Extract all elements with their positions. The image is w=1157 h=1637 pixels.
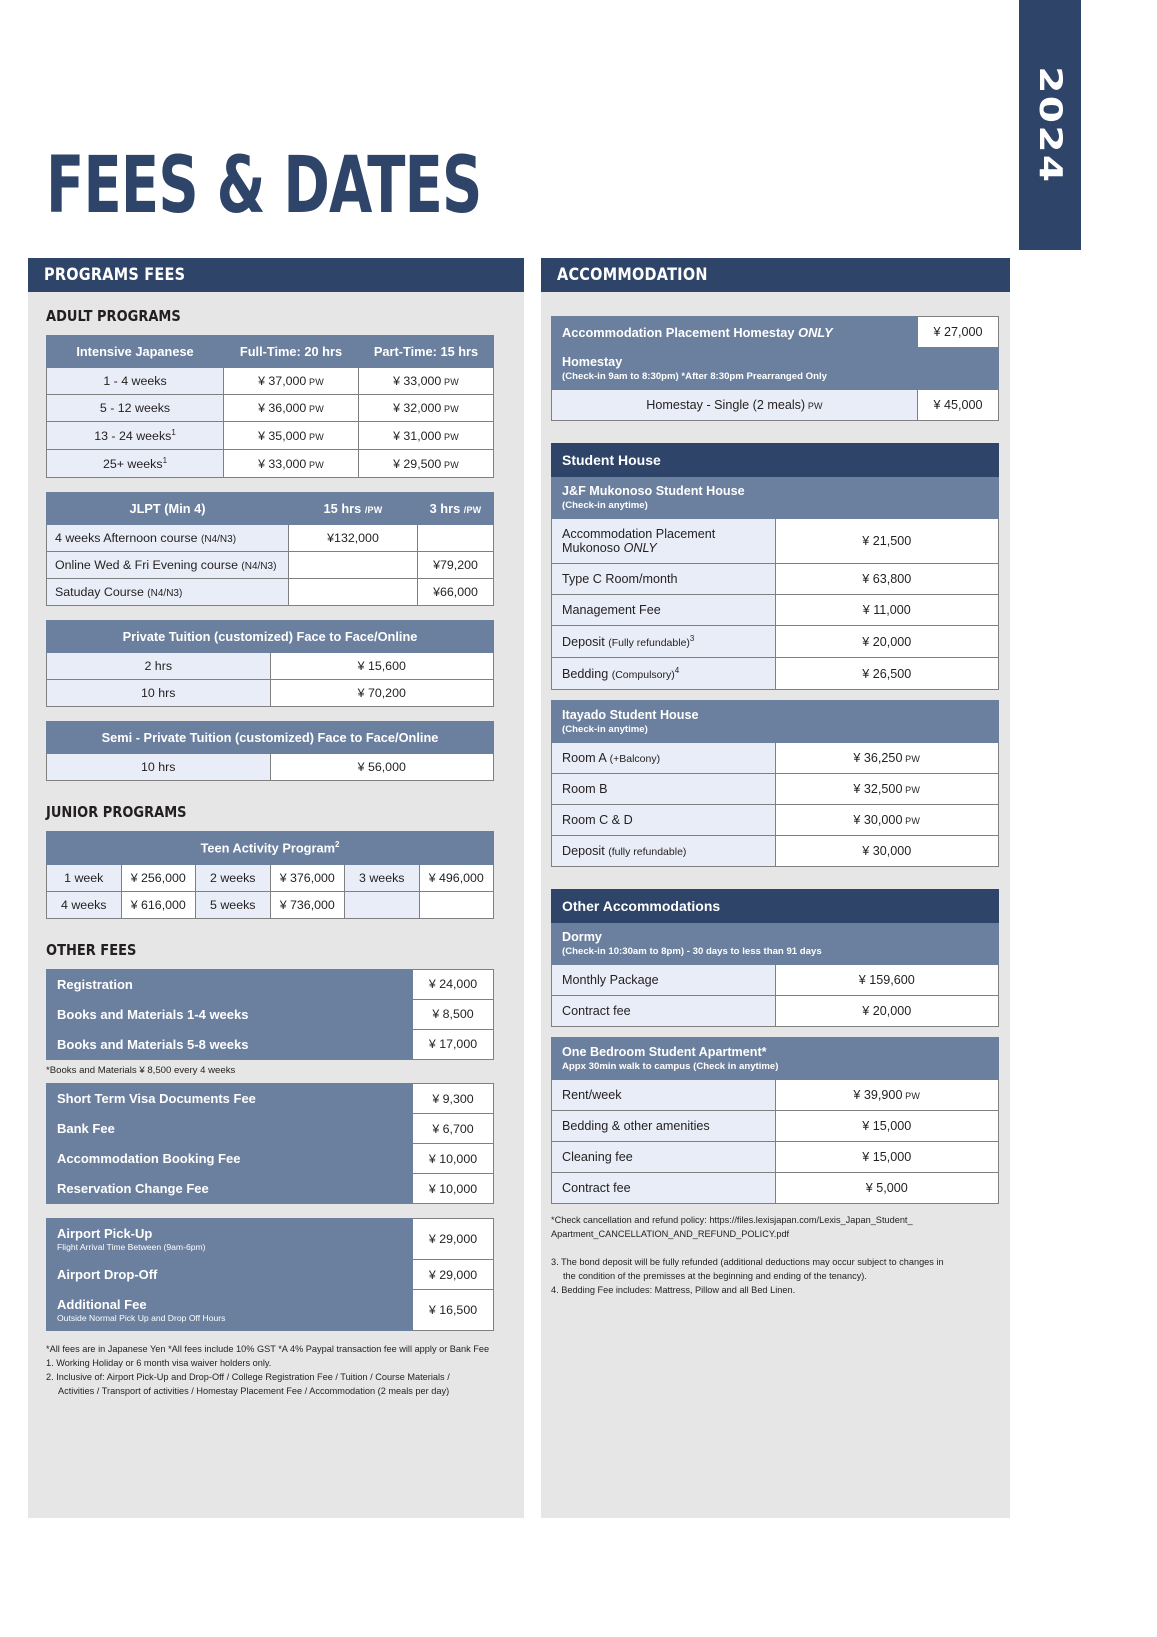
footnote-3-line1: 3. The bond deposit will be fully refunded (additional deductions may occur subject to changes in bbox=[551, 1256, 944, 1267]
airport-fees-table bbox=[46, 1218, 494, 1331]
row-label: Room B bbox=[552, 774, 776, 805]
table-row bbox=[552, 317, 999, 348]
other-fees-table-1 bbox=[46, 969, 494, 1060]
table-header-row bbox=[47, 832, 494, 864]
duration-label: 2 weeks bbox=[196, 864, 271, 891]
table-row bbox=[47, 1029, 494, 1059]
price-value bbox=[419, 891, 494, 918]
table-row bbox=[47, 999, 494, 1029]
fee-name bbox=[47, 969, 413, 999]
programs-fees-title: PROGRAMS FEES bbox=[44, 265, 186, 285]
other-fees-heading: OTHER FEES bbox=[46, 940, 137, 959]
semi-private-tuition-table bbox=[46, 721, 494, 781]
fee-value: ¥ 8,500 bbox=[413, 999, 494, 1029]
row-value bbox=[775, 658, 999, 690]
row-label: Deposit (Fully refundable)$^3$ bbox=[552, 626, 776, 658]
fee-sublabel: Flight Arrival Time Between (9am-6pm) bbox=[57, 1242, 206, 1253]
table-row bbox=[47, 969, 494, 999]
price-value: ¥ 30,000 bbox=[862, 844, 912, 859]
price-15hrs bbox=[289, 552, 418, 579]
price-3hrs bbox=[418, 525, 494, 552]
footnote-marker: 1 bbox=[171, 428, 176, 437]
row-value bbox=[775, 996, 999, 1027]
other-fees-table-2 bbox=[46, 1083, 494, 1204]
group-header bbox=[552, 1038, 999, 1080]
fee-name bbox=[47, 1084, 413, 1114]
table-row bbox=[47, 450, 494, 478]
duration-label: 5 weeks bbox=[196, 891, 271, 918]
group-name: Homestay bbox=[562, 355, 623, 369]
unit-pw: PW bbox=[306, 377, 324, 387]
row-value bbox=[775, 1142, 999, 1173]
group-sublabel: (Check-in anytime) bbox=[562, 500, 648, 511]
private-tuition-title: Private Tuition (customized) Face to Face/Online bbox=[47, 621, 494, 653]
table-row bbox=[47, 1219, 494, 1260]
itayado-table bbox=[551, 700, 999, 867]
row-note: (fully refundable) bbox=[608, 846, 687, 859]
fee-name bbox=[47, 1029, 413, 1059]
year-label: 2024 bbox=[1031, 65, 1069, 185]
price-value: ¥ 32,500 bbox=[853, 782, 903, 797]
unit-pw: PW bbox=[441, 377, 459, 387]
table-row bbox=[552, 1111, 999, 1142]
programs-fees-panel bbox=[28, 258, 524, 1518]
part-time-price bbox=[359, 395, 494, 422]
fee-value: ¥ 10,000 bbox=[413, 1144, 494, 1174]
left-footnotes bbox=[46, 1343, 500, 1398]
table-row bbox=[552, 996, 999, 1027]
fee-label: Reservation Change Fee bbox=[57, 1181, 209, 1197]
fee-label: Books and Materials 1-4 weeks bbox=[57, 1006, 249, 1022]
fee-label: Books and Materials 5-8 weeks bbox=[57, 1036, 249, 1052]
price-value: ¥ 36,250 bbox=[853, 751, 903, 766]
row-label: Bedding (Compulsory)$^4$ bbox=[552, 658, 776, 690]
other-accommodations-title: Other Accommodations bbox=[552, 890, 999, 923]
price-value: ¥ 20,000 bbox=[862, 1004, 912, 1019]
homestay-placement-value: ¥ 27,000 bbox=[918, 317, 999, 348]
books-note: *Books and Materials ¥ 8,500 every 4 weeks bbox=[46, 1064, 236, 1076]
unit-pw: PW bbox=[902, 754, 921, 765]
row-note: (+Balcony) bbox=[609, 753, 661, 766]
fee-label: Airport Pick-Up bbox=[57, 1226, 153, 1242]
footnote-0: *All fees are in Japanese Yen *All fees include 10% GST *A 4% Paypal transaction fee will apply or Bank Fee bbox=[46, 1344, 490, 1355]
price-value: ¥ 37,000 bbox=[258, 374, 307, 388]
semi-private-title: Semi - Private Tuition (customized) Face to Face/Online bbox=[47, 722, 494, 754]
private-tuition-table bbox=[46, 620, 494, 707]
duration-label bbox=[345, 891, 420, 918]
footnote-marker: 3 bbox=[689, 634, 695, 643]
student-house-title: Student House bbox=[552, 444, 999, 477]
price-15hrs: ¥132,000 bbox=[289, 525, 418, 552]
price-3hrs: ¥79,200 bbox=[418, 552, 494, 579]
col-intensive: Intensive Japanese bbox=[47, 336, 224, 368]
group-header-row bbox=[552, 1038, 999, 1080]
col-jlpt: JLPT (Min 4) bbox=[47, 493, 289, 525]
fee-name bbox=[47, 1219, 413, 1260]
row-label: Contract fee bbox=[552, 996, 776, 1027]
unit-pw: /PW bbox=[463, 505, 482, 516]
table-row bbox=[47, 395, 494, 422]
table-row bbox=[47, 754, 494, 781]
price-value: ¥ 33,000 bbox=[393, 374, 442, 388]
row-label: Monthly Package bbox=[552, 965, 776, 996]
price-value: ¥ 32,000 bbox=[393, 401, 442, 415]
price-value: ¥ 39,900 bbox=[853, 1088, 903, 1103]
fee-label: Short Term Visa Documents Fee bbox=[57, 1091, 256, 1107]
table-row bbox=[47, 368, 494, 395]
part-time-price bbox=[359, 450, 494, 478]
group-sublabel: (Check-in 10:30am to 8pm) - 30 days to less than 91 days bbox=[562, 946, 822, 958]
full-time-price bbox=[224, 368, 359, 395]
table-row bbox=[552, 595, 999, 626]
unit-pw: PW bbox=[902, 816, 921, 827]
price-value: ¥ 15,000 bbox=[862, 1119, 912, 1134]
table-row bbox=[47, 525, 494, 552]
price-value: ¥ 15,000 bbox=[862, 1150, 912, 1165]
homestay-group-row bbox=[552, 348, 999, 390]
row-note: (Fully refundable) bbox=[608, 637, 690, 650]
unit-pw: PW bbox=[902, 785, 921, 796]
table-row bbox=[552, 626, 999, 658]
bottom-divider-right bbox=[524, 1546, 1010, 1549]
year-tab bbox=[1019, 0, 1081, 250]
price-15hrs bbox=[289, 579, 418, 606]
unit-pw: PW bbox=[441, 431, 459, 442]
group-header-row bbox=[552, 477, 999, 519]
fee-label: Bank Fee bbox=[57, 1121, 115, 1137]
group-header-row bbox=[552, 701, 999, 743]
part-time-price bbox=[359, 368, 494, 395]
price-value: ¥ 5,000 bbox=[865, 1181, 908, 1196]
full-time-price bbox=[224, 422, 359, 450]
table-row bbox=[47, 1144, 494, 1174]
price-value: ¥ 736,000 bbox=[270, 891, 345, 918]
col-parttime: Part-Time: 15 hrs bbox=[359, 336, 494, 368]
row-label: Online Wed & Fri Evening course (N4/N3) bbox=[47, 552, 289, 579]
table-row bbox=[47, 552, 494, 579]
homestay-placement-label: Accommodation Placement Homestay ONLY bbox=[552, 317, 918, 348]
table-row bbox=[552, 1080, 999, 1111]
price-value: ¥ 20,000 bbox=[862, 634, 912, 649]
table-header-row bbox=[47, 493, 494, 525]
price-value: ¥ 35,000 bbox=[258, 428, 307, 443]
group-header bbox=[552, 923, 999, 965]
teen-activity-table bbox=[46, 831, 494, 918]
table-row bbox=[552, 1142, 999, 1173]
table-row bbox=[552, 1173, 999, 1204]
footnote-policy-1: Apartment_CANCELLATION_AND_REFUND_POLICY.pdf bbox=[551, 1229, 790, 1240]
table-row bbox=[552, 965, 999, 996]
jlpt-level: (N4/N3) bbox=[147, 588, 183, 600]
footnote-1: 1. Working Holiday or 6 month visa waiver holders only. bbox=[46, 1358, 272, 1369]
bottom-divider-left bbox=[28, 1546, 524, 1549]
accommodation-panel bbox=[524, 258, 1010, 1518]
price-value: ¥ 11,000 bbox=[862, 603, 911, 617]
group-header-row bbox=[552, 923, 999, 965]
full-time-price bbox=[224, 450, 359, 478]
only-emphasis: ONLY bbox=[798, 324, 833, 340]
fee-name bbox=[47, 1144, 413, 1174]
unit-pw: PW bbox=[441, 404, 459, 414]
row-label: 4 weeks Afternoon course (N4/N3) bbox=[47, 525, 289, 552]
row-value bbox=[775, 805, 999, 836]
teen-activity-title: Teen Activity Program$^2$ bbox=[47, 832, 494, 864]
row-label: 10 hrs bbox=[47, 754, 271, 781]
row-note: (Compulsory) bbox=[611, 669, 675, 682]
table-row bbox=[552, 805, 999, 836]
duration-label: 4 weeks bbox=[47, 891, 122, 918]
accommodation-title: ACCOMMODATION bbox=[557, 265, 708, 285]
fee-label: Airport Drop-Off bbox=[57, 1267, 158, 1283]
homestay-table bbox=[551, 316, 999, 421]
group-sublabel: Appx 30min walk to campus (Check in anytime) bbox=[562, 1061, 779, 1073]
price-value: Homestay - Single (2 meals) bbox=[646, 398, 806, 412]
fee-name bbox=[47, 1290, 413, 1331]
accommodation-header bbox=[541, 258, 1010, 292]
row-value bbox=[775, 965, 999, 996]
other-accommodations-table bbox=[551, 889, 999, 1027]
fee-name bbox=[47, 1260, 413, 1290]
row-value bbox=[775, 626, 999, 658]
row-label: Rent/week bbox=[552, 1080, 776, 1111]
fee-value: ¥ 17,000 bbox=[413, 1029, 494, 1059]
row-label: 2 hrs bbox=[47, 653, 271, 680]
table-header-row bbox=[47, 336, 494, 368]
jlpt-level: (N4/N3) bbox=[241, 561, 277, 573]
adult-programs-heading: ADULT PROGRAMS bbox=[46, 307, 181, 325]
table-row bbox=[47, 891, 494, 918]
row-value bbox=[775, 564, 999, 595]
row-value bbox=[775, 1173, 999, 1204]
group-name: One Bedroom Student Apartment* bbox=[562, 1045, 767, 1060]
table-row bbox=[47, 1260, 494, 1290]
fee-value: ¥ 9,300 bbox=[413, 1084, 494, 1114]
jlpt-level: (N4/N3) bbox=[201, 534, 237, 546]
table-row bbox=[47, 864, 494, 891]
row-label: Contract fee bbox=[552, 1173, 776, 1204]
group-header bbox=[552, 477, 999, 519]
price-value: ¥ 31,000 bbox=[393, 428, 442, 443]
table-row bbox=[47, 1114, 494, 1144]
fee-value: ¥ 16,500 bbox=[413, 1290, 494, 1331]
price-value: ¥ 21,500 bbox=[862, 534, 912, 548]
col-15hrs: 15 hrs /PW bbox=[289, 493, 418, 525]
group-sublabel: (Check-in anytime) bbox=[562, 724, 648, 736]
col-fulltime: Full-Time: 20 hrs bbox=[224, 336, 359, 368]
row-value bbox=[775, 836, 999, 867]
row-label: Deposit (fully refundable) bbox=[552, 836, 776, 867]
price-3hrs: ¥66,000 bbox=[418, 579, 494, 606]
programs-fees-header bbox=[28, 258, 524, 292]
unit-pw: PW bbox=[902, 1091, 921, 1102]
jlpt-table bbox=[46, 492, 494, 606]
fee-label: Registration bbox=[57, 976, 133, 992]
row-value bbox=[775, 743, 999, 774]
col-3hrs: 3 hrs /PW bbox=[418, 493, 494, 525]
price-value: ¥ 29,500 bbox=[393, 456, 442, 471]
table-row bbox=[47, 422, 494, 450]
table-row bbox=[47, 653, 494, 680]
table-row bbox=[47, 680, 494, 707]
row-label: Room C & D bbox=[552, 805, 776, 836]
row-label: Room A (+Balcony) bbox=[552, 743, 776, 774]
right-footnotes bbox=[551, 1214, 1000, 1297]
page-title: FEES & DATES bbox=[46, 139, 482, 232]
footnote-policy-0: *Check cancellation and refund policy: https://files.lexisjapan.com/Lexis_Japan_Student_ bbox=[551, 1215, 913, 1226]
footnote-3: Activities / Transport of activities / Homestay Placement Fee / Accommodation (2 meals per day) bbox=[58, 1385, 450, 1396]
price-value: ¥ 496,000 bbox=[419, 864, 494, 891]
intensive-japanese-table bbox=[46, 335, 494, 478]
fee-sublabel: Outside Normal Pick Up and Drop Off Hours bbox=[57, 1313, 226, 1324]
fee-value: ¥ 29,000 bbox=[413, 1260, 494, 1290]
row-value bbox=[775, 1080, 999, 1111]
table-row bbox=[47, 1174, 494, 1204]
price-value: ¥ 36,000 bbox=[258, 401, 307, 415]
group-name: Dormy bbox=[562, 930, 602, 945]
homestay-group-header bbox=[552, 348, 999, 390]
student-house-table bbox=[551, 443, 999, 690]
price-value: ¥ 159,600 bbox=[858, 973, 915, 988]
row-label: Accommodation Placement Mukonoso ONLY bbox=[552, 519, 776, 564]
table-row bbox=[552, 390, 999, 421]
group-header bbox=[552, 701, 999, 743]
fee-value: ¥ 6,700 bbox=[413, 1114, 494, 1144]
row-label: 5 - 12 weeks bbox=[47, 395, 224, 422]
row-value bbox=[775, 595, 999, 626]
price-value: ¥ 33,000 bbox=[258, 456, 307, 471]
row-label: 10 hrs bbox=[47, 680, 271, 707]
row-label: Management Fee bbox=[552, 595, 776, 626]
table-row bbox=[47, 579, 494, 606]
duration-label: 1 week bbox=[47, 864, 122, 891]
table-row bbox=[552, 743, 999, 774]
unit-pw: PW bbox=[441, 459, 459, 470]
footnote-2: 2. Inclusive of: Airport Pick-Up and Drop-Off / College Registration Fee / Tuition / Course Materials / bbox=[46, 1372, 450, 1383]
price-value: ¥ 26,500 bbox=[862, 666, 912, 681]
unit-pw: PW bbox=[306, 404, 324, 414]
fee-label: Accommodation Booking Fee bbox=[57, 1151, 241, 1167]
footnote-3-line2: the condition of the premisses at the beginning and ending of the tenancy). bbox=[563, 1270, 867, 1281]
homestay-row-value: ¥ 45,000 bbox=[918, 390, 999, 421]
price-value: ¥ 256,000 bbox=[121, 864, 196, 891]
row-label: Cleaning fee bbox=[552, 1142, 776, 1173]
fee-name bbox=[47, 999, 413, 1029]
footnote-4: 4. Bedding Fee includes: Mattress, Pillow and all Bed Linen. bbox=[551, 1284, 796, 1295]
fee-value: ¥ 29,000 bbox=[413, 1219, 494, 1260]
row-label: Bedding & other amenities bbox=[552, 1111, 776, 1142]
table-row bbox=[552, 564, 999, 595]
row-label: 13 - 24 weeks$^1$ bbox=[47, 422, 224, 450]
footnote-marker: 1 bbox=[162, 456, 168, 466]
full-time-price bbox=[224, 395, 359, 422]
group-name: J&F Mukonoso Student House bbox=[562, 484, 745, 498]
other-accommodations-header-row bbox=[552, 890, 999, 923]
fee-name bbox=[47, 1174, 413, 1204]
table-row bbox=[552, 836, 999, 867]
unit-pw: PW bbox=[306, 459, 324, 470]
row-value bbox=[775, 519, 999, 564]
fee-value: ¥ 10,000 bbox=[413, 1174, 494, 1204]
only-emphasis: ONLY bbox=[623, 541, 657, 555]
fee-name bbox=[47, 1114, 413, 1144]
price-value: ¥ 376,000 bbox=[270, 864, 345, 891]
unit-pw: PW bbox=[306, 431, 324, 442]
price-value: ¥ 15,600 bbox=[270, 653, 494, 680]
junior-programs-heading: JUNIOR PROGRAMS bbox=[46, 803, 187, 822]
table-row bbox=[47, 1290, 494, 1331]
footnote-marker: 4 bbox=[674, 666, 680, 676]
row-label: Satuday Course (N4/N3) bbox=[47, 579, 289, 606]
row-value bbox=[775, 774, 999, 805]
row-label: 25+ weeks$^1$ bbox=[47, 450, 224, 478]
fee-label: Additional Fee bbox=[57, 1297, 147, 1313]
row-label: Type C Room/month bbox=[552, 564, 776, 595]
table-row bbox=[552, 774, 999, 805]
student-house-header-row bbox=[552, 444, 999, 477]
apartment-table bbox=[551, 1037, 999, 1204]
fee-value: ¥ 24,000 bbox=[413, 969, 494, 999]
group-name: Itayado Student House bbox=[562, 708, 699, 723]
part-time-price bbox=[359, 422, 494, 450]
homestay-row-label bbox=[552, 390, 918, 421]
price-value: ¥ 56,000 bbox=[270, 754, 494, 781]
unit-pw: /PW bbox=[364, 505, 383, 516]
price-value: ¥ 70,200 bbox=[270, 680, 494, 707]
table-row bbox=[552, 519, 999, 564]
group-sublabel: (Check-in 9am to 8:30pm) *After 8:30pm Prearranged Only bbox=[562, 371, 827, 382]
table-row bbox=[47, 1084, 494, 1114]
price-value: ¥ 616,000 bbox=[121, 891, 196, 918]
price-value: ¥ 30,000 bbox=[853, 813, 903, 828]
row-label: 1 - 4 weeks bbox=[47, 368, 224, 395]
table-header-row bbox=[47, 722, 494, 754]
table-header-row bbox=[47, 621, 494, 653]
duration-label: 3 weeks bbox=[345, 864, 420, 891]
price-value: ¥ 63,800 bbox=[862, 572, 912, 586]
row-value bbox=[775, 1111, 999, 1142]
unit-pw: PW bbox=[805, 401, 823, 411]
table-row bbox=[552, 658, 999, 690]
